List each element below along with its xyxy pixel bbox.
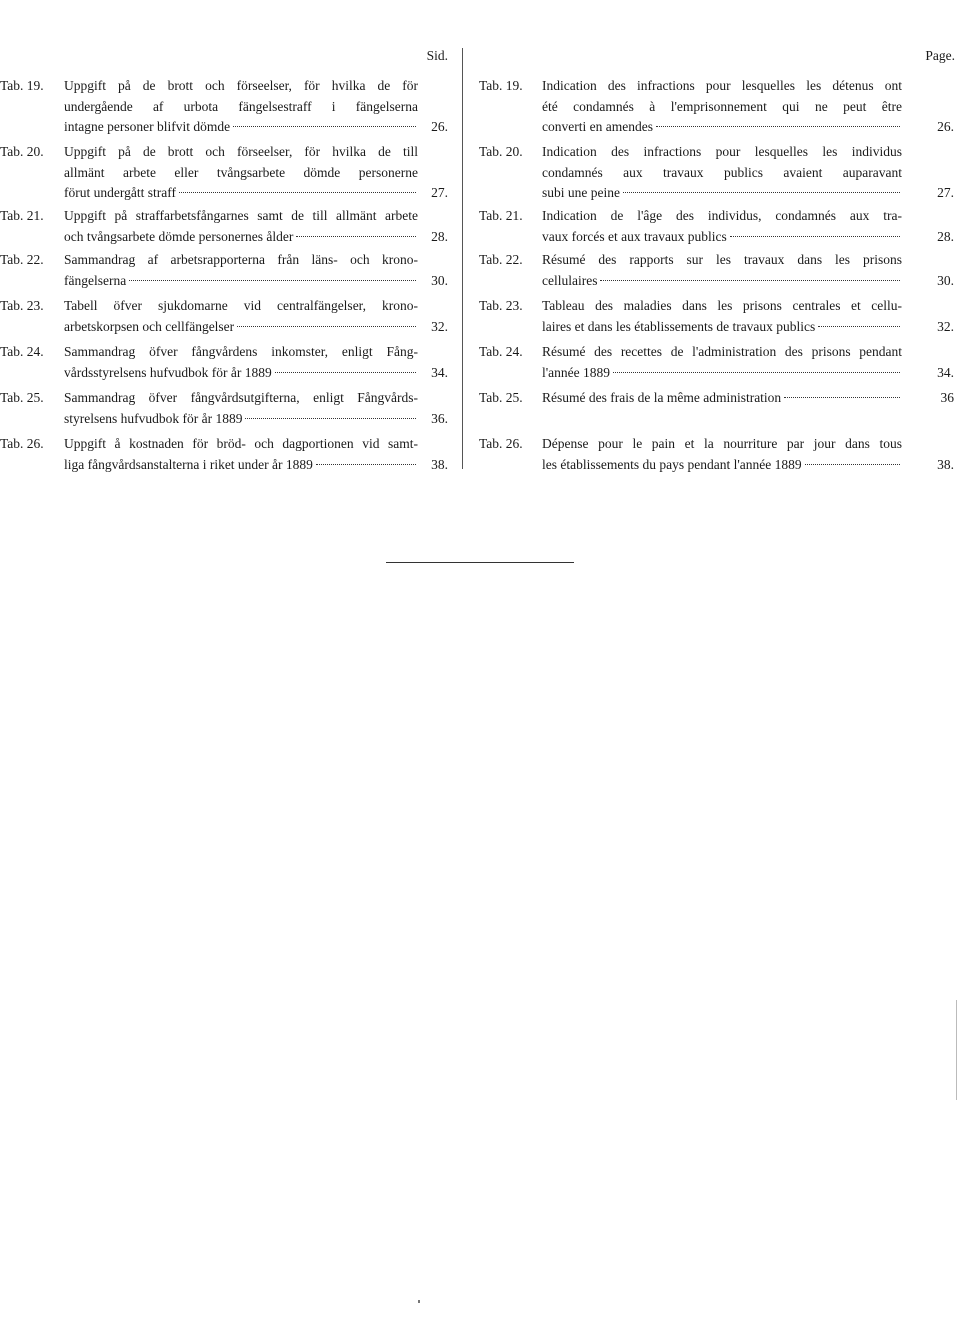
entry-title <box>542 250 902 291</box>
entry-title-last-text: arbetskorpsen och cellfängelser <box>64 318 235 334</box>
entry-title-last-text: vårdsstyrelsens hufvudbok för år 1889 <box>64 364 272 380</box>
dot-leader <box>600 279 900 281</box>
entry-title <box>64 142 418 204</box>
dot-leader <box>245 417 416 419</box>
entry-title-line: Sammandrag af arbetsrapporterna från läns- och krono- <box>64 252 418 267</box>
entry-title <box>64 388 418 429</box>
page-number: 38. <box>937 456 954 472</box>
page-number: 38. <box>431 456 448 472</box>
toc-entry <box>466 250 960 291</box>
entry-title <box>542 76 902 138</box>
dot-leader <box>730 235 900 237</box>
column-divider <box>462 48 463 469</box>
entry-title <box>64 434 418 475</box>
toc-entry <box>0 76 458 138</box>
entry-title <box>64 296 418 337</box>
entry-title-last-line <box>542 388 902 409</box>
entry-title-last-line <box>64 363 418 384</box>
table-number: Tab. 22. <box>479 252 523 267</box>
toc-entry <box>0 250 458 291</box>
dot-leader <box>613 371 900 373</box>
dot-leader <box>179 191 416 193</box>
entry-title <box>64 206 418 247</box>
toc-entry <box>0 388 458 429</box>
entry-title-last-text: liga fångvårdsanstalterna i riket under år 1889 <box>64 456 313 472</box>
page-number: 36. <box>431 410 448 426</box>
entry-title-last-text: fängelserna <box>64 272 127 288</box>
entry-title-last-line <box>64 455 418 476</box>
end-rule <box>386 562 574 563</box>
page-number: 30. <box>937 272 954 288</box>
entry-title-last-line <box>542 183 902 204</box>
dot-leader <box>805 463 900 465</box>
entry-title <box>542 434 902 475</box>
entry-title-last-text: styrelsens hufvudbok för år 1889 <box>64 410 243 426</box>
entry-title <box>64 250 418 291</box>
entry-title-last-line <box>64 317 418 338</box>
entry-title <box>542 296 902 337</box>
entry-title <box>542 388 902 409</box>
dot-leader <box>296 235 416 237</box>
entry-title-line: Indication des infractions pour lesquelles les détenus ont <box>542 78 902 93</box>
page-number: 34. <box>431 364 448 380</box>
entry-title-line: condamnés aux travaux publics avaient auparavant <box>542 164 902 180</box>
entry-title-last-text: vaux forcés et aux travaux publics <box>542 228 727 244</box>
entry-title-line: Sammandrag öfver fångvårdsutgifterna, enligt Fångvårds- <box>64 390 418 405</box>
entry-title-last-line <box>542 317 902 338</box>
entry-title-last-text: l'année 1889 <box>542 364 611 380</box>
table-number: Tab. 25. <box>479 390 523 405</box>
entry-title-last-line <box>542 363 902 384</box>
table-number: Tab. 19. <box>0 78 44 93</box>
page-column-header-sv: Sid. <box>426 48 448 63</box>
entry-title-line: Tableau des maladies dans les prisons centrales et cellu- <box>542 298 902 313</box>
entry-title-last-text: laires et dans les établissements de travaux publics <box>542 318 816 334</box>
toc-entry <box>466 76 960 138</box>
table-number: Tab. 24. <box>0 344 44 359</box>
entry-title-line: Uppgift på straffarbetsfångarnes samt de till allmänt arbete <box>64 208 418 223</box>
entry-title-line: Résumé des rapports sur les travaux dans les prisons <box>542 252 902 267</box>
table-number: Tab. 19. <box>479 78 523 93</box>
entry-title-last-line <box>542 455 902 476</box>
toc-entry <box>0 296 458 337</box>
dot-leader <box>237 325 416 327</box>
entry-title-line: Uppgift å kostnaden för bröd- och dagportionen vid samt- <box>64 436 418 451</box>
table-number: Tab. 24. <box>479 344 523 359</box>
table-number: Tab. 26. <box>479 436 523 451</box>
dot-leader <box>818 325 900 327</box>
page-column-header-fr: Page. <box>925 48 955 63</box>
page-number: 28. <box>431 228 448 244</box>
entry-title <box>64 76 418 138</box>
table-number: Tab. 22. <box>0 252 44 267</box>
table-number: Tab. 25. <box>0 390 44 405</box>
scan-speck <box>956 1000 957 1100</box>
entry-title <box>542 142 902 204</box>
entry-title-line: Tabell öfver sjukdomarne vid centralfängelser, krono- <box>64 298 418 313</box>
dot-leader <box>316 463 416 465</box>
scan-speck <box>418 1300 420 1303</box>
entry-title-last-text: subi une peine <box>542 185 620 200</box>
page-number: 27. <box>937 185 954 200</box>
table-number: Tab. 21. <box>479 208 523 223</box>
dot-leader <box>275 371 416 373</box>
entry-title-line: Indication de l'âge des individus, condamnés aux tra- <box>542 208 902 223</box>
entry-title-line: Uppgift på de brott och förseelser, för hvilka de för <box>64 78 418 93</box>
entry-title-last-line <box>64 183 418 204</box>
entry-title-last-text: intagne personer blifvit dömde <box>64 119 231 134</box>
toc-entry <box>0 434 458 475</box>
toc-entry <box>466 342 960 383</box>
toc-entry <box>0 206 458 247</box>
toc-entry <box>466 296 960 337</box>
dot-leader <box>129 279 416 281</box>
dot-leader <box>656 125 900 127</box>
entry-title-last-line <box>542 271 902 292</box>
toc-entry <box>466 142 960 204</box>
entry-title-last-text: les établissements du pays pendant l'année 1889 <box>542 456 802 472</box>
entry-title <box>64 342 418 383</box>
toc-entry <box>466 206 960 247</box>
toc-entry <box>466 434 960 475</box>
entry-title-last-text: förut undergått straff <box>64 185 176 200</box>
entry-title-line: Indication des infractions pour lesquelles les individus <box>542 144 902 159</box>
entry-title-line: Dépense pour le pain et la nourriture par jour dans tous <box>542 436 902 451</box>
page-number: 30. <box>431 272 448 288</box>
toc-entry <box>466 388 960 409</box>
entry-title-last-line <box>64 227 418 248</box>
table-number: Tab. 23. <box>479 298 523 313</box>
entry-title-last-text: converti en amendes <box>542 119 653 134</box>
entry-title-line: été condamnés à l'emprisonnement qui ne peut être <box>542 98 902 114</box>
dot-leader <box>623 191 900 193</box>
entry-title <box>542 342 902 383</box>
entry-title-last-text: cellulaires <box>542 272 598 288</box>
page-number: 32. <box>937 318 954 334</box>
entry-title-last-line <box>64 271 418 292</box>
table-number: Tab. 23. <box>0 298 44 313</box>
page-number: 32. <box>431 318 448 334</box>
page-number: 26. <box>431 119 448 134</box>
page-number: 34. <box>937 364 954 380</box>
toc-entry <box>0 142 458 204</box>
table-number: Tab. 20. <box>0 144 44 159</box>
entry-title-line: Sammandrag öfver fångvårdens inkomster, enligt Fång- <box>64 344 418 359</box>
entry-title-last-line <box>542 117 902 138</box>
entry-title-line: undergående af urbota fängelsestraff i fängelserna <box>64 98 418 114</box>
entry-title-last-line <box>64 409 418 430</box>
page-number: 36 <box>940 390 954 405</box>
dot-leader <box>233 125 416 127</box>
page-number: 28. <box>937 228 954 244</box>
dot-leader <box>784 396 900 398</box>
table-number: Tab. 26. <box>0 436 44 451</box>
table-number: Tab. 20. <box>479 144 523 159</box>
entry-title-last-line <box>64 117 418 138</box>
entry-title-line: Uppgift på de brott och förseelser, för hvilka de till <box>64 144 418 159</box>
page-number: 26. <box>937 119 954 134</box>
table-number: Tab. 21. <box>0 208 44 223</box>
page-number: 27. <box>431 185 448 200</box>
entry-title-last-text: och tvångsarbete dömde personernes ålder <box>64 228 294 244</box>
entry-title <box>542 206 902 247</box>
entry-title-last-line <box>542 227 902 248</box>
toc-entry <box>0 342 458 383</box>
entry-title-line: allmänt arbete eller tvångsarbete dömde personerne <box>64 164 418 180</box>
entry-title-line: Résumé des recettes de l'administration des prisons pendant <box>542 344 902 359</box>
entry-title-last-text: Résumé des frais de la même administration <box>542 390 782 405</box>
